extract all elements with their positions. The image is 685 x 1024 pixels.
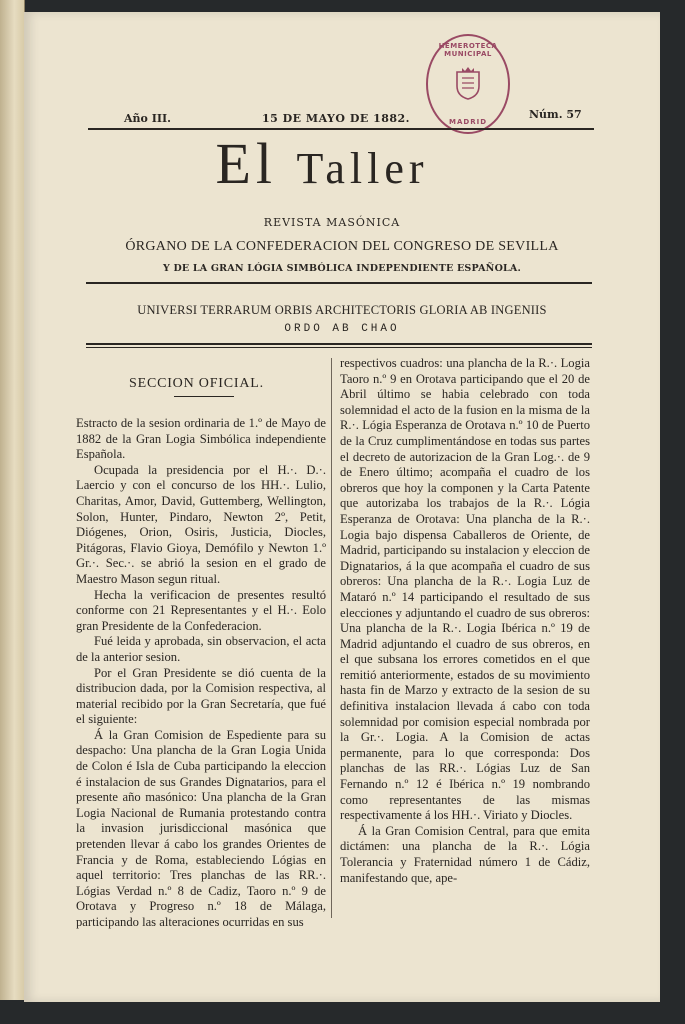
coat-of-arms-icon	[454, 66, 482, 100]
masthead-word-taller: Taller	[296, 144, 429, 193]
subtitle-gran-logia: Y DE LA GRAN LÓGIA SIMBÓLICA INDEPENDIENTE ESPAÑOLA.	[163, 263, 521, 274]
section-title: SECCION OFICIAL.	[129, 376, 264, 391]
subtitle-organo: ÓRGANO DE LA CONFEDERACION DEL CONGRESO DE SEVILLA	[125, 239, 559, 254]
paragraph: Á la Gran Comision de Espediente para su despacho: Una plancha de la Gran Logia Unida de Colon é Isla de Cuba participando la eleccion é instalacion de sus Grandes Dignatarios, para el presente año masónico: Una plancha de la Gran Logia Nacional de Rumania protestando contra la invasion jurisdiccional masónica que pretenden llevar á cabo los grandes Orientes de Francia y de Roma, estableciendo Lógias en aquel territorio: Tres planchas de las RR.·. Lógias Verdad n.º 8 de Cadiz, Taoro n.º 9 de Orotava y Progreso n.º 18 de Málaga, participando las alteraciones ocurridas en sus	[76, 727, 326, 929]
stamp-bottom-text: MADRID	[449, 118, 487, 126]
issue-date: 15 DE MAYO DE 1882.	[262, 112, 411, 125]
section-title-underline	[174, 396, 234, 397]
paragraph: Ocupada la presidencia por el H.·. D.·. Laercio y con el concurso de los HH.·. Lulio, Charitas, Amor, David, Guttemberg, Wellington, Solon, Hunter, Pindaro, Newton 2º, Petit, Diógenes, Orion, Osiris, Justicia, Diocles, Pitágoras, Flavio Gioya, Demófilo y Newton 1.º Gr.·. Sec.·. se abrió la sesion en el grado de Maestro Mason segun ritual.	[76, 462, 326, 586]
paragraph: Hecha la verificacion de presentes resultó conforme con 21 Representantes y el H.·. Eolo gran Presidente de la Confederacion.	[76, 587, 326, 633]
paragraph: Á la Gran Comision Central, para que emita dictámen: una plancha de la R.·. Lógia Tolerancia y Fraternidad número 1 de Cádiz, manifestando que, ape-	[340, 823, 590, 885]
stamp-top-text: HEMEROTECA MUNICIPAL	[438, 42, 498, 58]
subtitle-revista: REVISTA MASÓNICA	[263, 216, 401, 229]
paragraph: Por el Gran Presidente se dió cuenta de la distribucion dada, por la Comision respectiva, al material recibido por la Gran Secretaría, que fué el siguiente:	[76, 665, 326, 727]
paragraph: Estracto de la sesion ordinaria de 1.º de Mayo de 1882 de la Gran Logia Simbólica independiente Española.	[76, 416, 326, 462]
motto-latin: UNIVERSI TERRARUM ORBIS ARCHITECTORIS GLORIA AB INGENIIS	[137, 303, 547, 317]
paragraph: respectivos cuadros: una plancha de la R.·. Logia Taoro n.º 9 en Orotava participando que el 20 de Abril último se habia celebrado con toda solemnidad el acto de la fusion en la misma de la R.·. Lógia Esperanza de Orotava n.º 10 de Puerto de la Cruz cumplimentándose en todas sus partes el decreto de autorizacion de la Gran Log.·. de 9 de Enero último; acompaña el cuadro de los obreros que hoy la componen y la Carta Patente que autorizaba los trabajos de la R.·. Lógia Esperanza de Orotava: Una plancha de la R.·. Logia bajo dispensa Caballeros de Oriente, de Madrid, participando su instalacion y eleccion de Dignatarios, á la que acompaña el cuadro de sus obreros: Una plancha de la R.·. Logia Luz de Mataró n.º 14 participando el resultado de sus elecciones y adjuntando el cuadro de sus obreros: Una plancha de la R.·. Logia Ibérica n.º 19 de Madrid adjuntando el cuadro de sus obreros, en el que subsana los errores cometidos en el que remitió anteriormente, estados de su movimiento hasta fin de Marzo y extracto de la sesion de su definitiva instalacion llevada á cabo con toda solemnidad por comision especial nombrada por la Gr.·. Logia. A la Comision de actas permanente, para lo que corresponda: Dos planchas de las RR.·. Lógias Luz de San Fernando n.º 12 é Ibérica n.º 19 nombrando como representantes de las mismas respectivamente á los HH.·. Viriato y Diocles.	[340, 356, 590, 823]
library-stamp	[426, 34, 510, 134]
motto-rule-bottom	[86, 347, 592, 348]
paragraph: Fué leida y aprobada, sin observacion, el acta de la anterior sesion.	[76, 634, 326, 664]
right-column	[340, 356, 590, 886]
issue-number: Núm. 57	[529, 108, 582, 121]
motto-rule-top	[86, 343, 592, 345]
newspaper-page	[24, 12, 660, 1002]
column-divider	[331, 358, 332, 918]
masthead-rule	[86, 282, 592, 284]
issue-year: Año III.	[124, 112, 171, 125]
masthead-title	[4, 130, 640, 197]
left-column	[76, 416, 326, 931]
motto-ordo: ORDO AB CHAO	[284, 323, 400, 335]
masthead-word-el: El	[215, 131, 297, 196]
